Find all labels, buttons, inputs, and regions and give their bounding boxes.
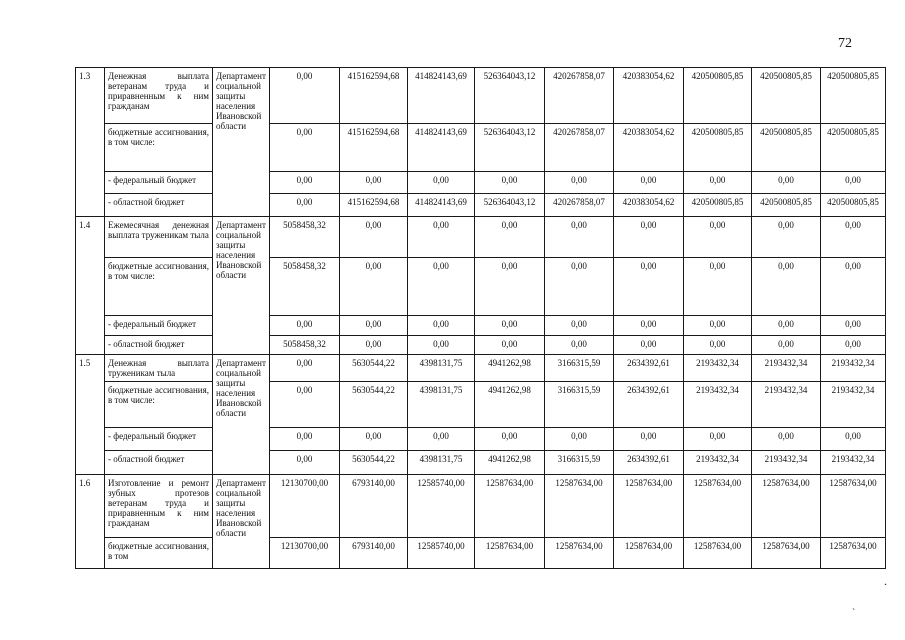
value-cell: 0,00 (408, 428, 475, 451)
value-cell: 414824143,69 (408, 194, 475, 217)
row-label: - федеральный бюджет (105, 428, 213, 451)
value-cell: 0,00 (614, 428, 684, 451)
value-cell: 2193432,34 (752, 451, 821, 475)
value-cell: 0,00 (475, 428, 545, 451)
value-cell: 12587634,00 (684, 475, 752, 538)
value-cell: 3166315,59 (545, 355, 614, 382)
value-cell: 2634392,61 (614, 451, 684, 475)
value-cell: 420500805,85 (684, 194, 752, 217)
row-label: бюджетные ассигнования, в том числе: (105, 258, 213, 316)
value-cell: 3166315,59 (545, 382, 614, 428)
value-cell: 0,00 (752, 316, 821, 336)
value-cell: 5058458,32 (270, 217, 340, 258)
value-cell: 420267858,07 (545, 124, 614, 172)
value-cell: 12130700,00 (270, 475, 340, 538)
value-cell: 420267858,07 (545, 68, 614, 124)
value-cell: 12585740,00 (408, 475, 475, 538)
value-cell: 0,00 (340, 336, 408, 355)
value-cell: 415162594,68 (340, 194, 408, 217)
value-cell: 0,00 (475, 217, 545, 258)
value-cell: 0,00 (270, 172, 340, 194)
value-cell: 0,00 (340, 258, 408, 316)
value-cell: 0,00 (821, 428, 886, 451)
budget-table (75, 67, 886, 569)
table-row (76, 451, 886, 475)
table-row (76, 538, 886, 569)
value-cell: 0,00 (614, 172, 684, 194)
value-cell: 0,00 (821, 316, 886, 336)
row-label: - областной бюджет (105, 336, 213, 355)
value-cell: 414824143,69 (408, 124, 475, 172)
value-cell: 2193432,34 (821, 355, 886, 382)
value-cell: 12587634,00 (475, 538, 545, 569)
value-cell: 12587634,00 (545, 538, 614, 569)
value-cell: 0,00 (408, 217, 475, 258)
value-cell: 0,00 (475, 336, 545, 355)
value-cell: 12587634,00 (475, 475, 545, 538)
value-cell: 0,00 (475, 316, 545, 336)
value-cell: 0,00 (408, 258, 475, 316)
department-cell: Департамент социальной защиты населения Ивановской области (213, 217, 270, 355)
value-cell: 5630544,22 (340, 382, 408, 428)
value-cell: 0,00 (752, 172, 821, 194)
value-cell: 0,00 (270, 316, 340, 336)
value-cell: 0,00 (340, 316, 408, 336)
table-row (76, 316, 886, 336)
row-label: Денежная выплата труженикам тыла (105, 355, 213, 382)
row-label: - областной бюджет (105, 451, 213, 475)
value-cell: 0,00 (270, 194, 340, 217)
row-label: - федеральный бюджет (105, 316, 213, 336)
value-cell: 4398131,75 (408, 382, 475, 428)
section-number: 1.4 (76, 217, 105, 355)
value-cell: 420383054,62 (614, 194, 684, 217)
value-cell: 0,00 (270, 68, 340, 124)
value-cell: 0,00 (475, 258, 545, 316)
value-cell: 415162594,68 (340, 124, 408, 172)
scan-tick-mark: ` (852, 608, 856, 619)
value-cell: 0,00 (684, 217, 752, 258)
value-cell: 12587634,00 (614, 475, 684, 538)
table-row (76, 475, 886, 538)
row-label: бюджетные ассигнования, в том числе: (105, 124, 213, 172)
value-cell: 2193432,34 (821, 382, 886, 428)
department-cell: Департамент социальной защиты населения Ивановской области (213, 355, 270, 475)
table-row (76, 68, 886, 124)
value-cell: 526364043,12 (475, 68, 545, 124)
value-cell: 0,00 (408, 172, 475, 194)
value-cell: 0,00 (752, 428, 821, 451)
value-cell: 12587634,00 (545, 475, 614, 538)
value-cell: 420500805,85 (752, 124, 821, 172)
value-cell: 0,00 (408, 336, 475, 355)
table-row (76, 258, 886, 316)
value-cell: 0,00 (270, 428, 340, 451)
value-cell: 0,00 (752, 336, 821, 355)
value-cell: 420267858,07 (545, 194, 614, 217)
page-number: 72 (838, 36, 852, 51)
value-cell: 12585740,00 (408, 538, 475, 569)
value-cell: 0,00 (270, 382, 340, 428)
value-cell: 0,00 (821, 258, 886, 316)
value-cell: 6793140,00 (340, 475, 408, 538)
value-cell: 0,00 (752, 258, 821, 316)
value-cell: 0,00 (821, 217, 886, 258)
value-cell: 0,00 (614, 316, 684, 336)
value-cell: 0,00 (684, 316, 752, 336)
value-cell: 420383054,62 (614, 124, 684, 172)
value-cell: 420500805,85 (821, 68, 886, 124)
value-cell: 4398131,75 (408, 355, 475, 382)
row-label: Денежная выплата ветеранам труда и приравненным к ним гражданам (105, 68, 213, 124)
value-cell: 0,00 (684, 428, 752, 451)
row-label: бюджетные ассигнования, в том числе: (105, 382, 213, 428)
value-cell: 526364043,12 (475, 194, 545, 217)
value-cell: 2193432,34 (684, 382, 752, 428)
scan-dot-mark: . (884, 574, 887, 588)
row-label: - областной бюджет (105, 194, 213, 217)
value-cell: 12587634,00 (684, 538, 752, 569)
value-cell: 0,00 (752, 217, 821, 258)
value-cell: 5630544,22 (340, 355, 408, 382)
value-cell: 5630544,22 (340, 451, 408, 475)
value-cell: 0,00 (684, 336, 752, 355)
value-cell: 0,00 (684, 172, 752, 194)
value-cell: 12587634,00 (752, 475, 821, 538)
table-row (76, 336, 886, 355)
section-number: 1.6 (76, 475, 105, 569)
value-cell: 12130700,00 (270, 538, 340, 569)
value-cell: 0,00 (614, 336, 684, 355)
value-cell: 12587634,00 (821, 538, 886, 569)
value-cell: 420500805,85 (752, 194, 821, 217)
value-cell: 4941262,98 (475, 451, 545, 475)
value-cell: 2193432,34 (752, 382, 821, 428)
value-cell: 0,00 (270, 355, 340, 382)
row-label: Изготовление и ремонт зубных протезов ветеранам труда и приравненным к ним гражданам (105, 475, 213, 538)
row-label: - федеральный бюджет (105, 172, 213, 194)
value-cell: 420500805,85 (684, 124, 752, 172)
value-cell: 2634392,61 (614, 382, 684, 428)
value-cell: 2193432,34 (684, 451, 752, 475)
value-cell: 0,00 (270, 451, 340, 475)
value-cell: 0,00 (270, 124, 340, 172)
value-cell: 420500805,85 (821, 124, 886, 172)
value-cell: 0,00 (475, 172, 545, 194)
department-cell: Департамент социальной защиты населения Ивановской области (213, 475, 270, 569)
value-cell: 0,00 (545, 172, 614, 194)
table-row (76, 194, 886, 217)
value-cell: 0,00 (340, 172, 408, 194)
section-number: 1.3 (76, 68, 105, 217)
value-cell: 6793140,00 (340, 538, 408, 569)
table-row (76, 428, 886, 451)
value-cell: 420500805,85 (821, 194, 886, 217)
value-cell: 526364043,12 (475, 124, 545, 172)
value-cell: 0,00 (545, 316, 614, 336)
value-cell: 3166315,59 (545, 451, 614, 475)
section-number: 1.5 (76, 355, 105, 475)
value-cell: 0,00 (545, 336, 614, 355)
value-cell: 0,00 (614, 258, 684, 316)
value-cell: 0,00 (821, 336, 886, 355)
value-cell: 0,00 (340, 428, 408, 451)
budget-table-body (76, 68, 886, 569)
value-cell: 0,00 (545, 428, 614, 451)
value-cell: 2193432,34 (684, 355, 752, 382)
value-cell: 0,00 (545, 258, 614, 316)
value-cell: 415162594,68 (340, 68, 408, 124)
table-row (76, 382, 886, 428)
value-cell: 0,00 (545, 217, 614, 258)
value-cell: 5058458,32 (270, 258, 340, 316)
value-cell: 4398131,75 (408, 451, 475, 475)
value-cell: 0,00 (408, 316, 475, 336)
department-cell: Департамент социальной защиты населения Ивановской области (213, 68, 270, 217)
value-cell: 2193432,34 (821, 451, 886, 475)
row-label: Ежемесячная денежная выплата труженикам тыла (105, 217, 213, 258)
value-cell: 5058458,32 (270, 336, 340, 355)
value-cell: 0,00 (684, 258, 752, 316)
value-cell: 420500805,85 (684, 68, 752, 124)
table-row (76, 217, 886, 258)
value-cell: 2193432,34 (752, 355, 821, 382)
row-label: бюджетные ассигнования, в том (105, 538, 213, 569)
value-cell: 12587634,00 (821, 475, 886, 538)
value-cell: 420500805,85 (752, 68, 821, 124)
table-row (76, 355, 886, 382)
table-row (76, 124, 886, 172)
value-cell: 4941262,98 (475, 355, 545, 382)
value-cell: 2634392,61 (614, 355, 684, 382)
value-cell: 414824143,69 (408, 68, 475, 124)
value-cell: 0,00 (614, 217, 684, 258)
value-cell: 420383054,62 (614, 68, 684, 124)
value-cell: 0,00 (821, 172, 886, 194)
value-cell: 12587634,00 (752, 538, 821, 569)
table-row (76, 172, 886, 194)
value-cell: 12587634,00 (614, 538, 684, 569)
value-cell: 0,00 (340, 217, 408, 258)
value-cell: 4941262,98 (475, 382, 545, 428)
